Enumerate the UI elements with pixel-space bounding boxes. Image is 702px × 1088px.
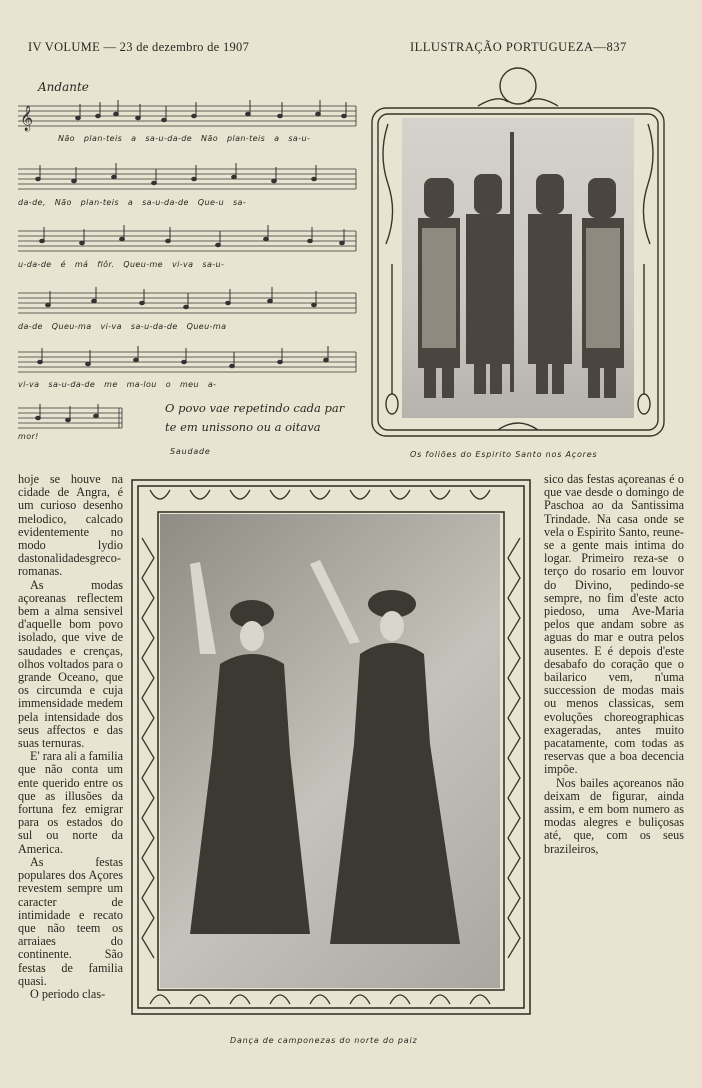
danca-figures [160,514,500,988]
photo-folioes [402,118,634,418]
lyric-line-2: da-de, Não plan-teis a sa-u-da-de Que-u sa- [18,198,247,207]
lyric-line-5: vi-va sa-u-da-de me ma-lou o meu a- [18,380,217,389]
running-header-right: ILLUSTRAÇÃO PORTUGUEZA—837 [410,40,627,54]
music-staff-6 [18,404,124,432]
score-note-line-2: te em unissono ou a oitava [165,420,321,434]
photo-danca [160,514,500,988]
left-column [18,473,123,1001]
running-header-left: IV VOLUME — 23 de dezembro de 1907 [28,40,250,54]
music-staff-2 [18,163,358,195]
music-staff-3 [18,225,358,257]
figure-caption-bottom: Dança de camponezas do norte do paiz [230,1036,418,1045]
right-column [544,473,684,856]
music-staff-1 [18,100,358,132]
svg-text:𝄞: 𝄞 [20,105,34,130]
right-paragraph-2: Nos bailes açoreanos não deixam de figurar, ainda assim, e em bom numero as modas alegres e buliçosas até, que, com os seus brazileiros, [544,775,684,856]
lyric-line-1: Não plan-teis a sa-u-da-de Não plan-teis a sa-u- [58,134,311,143]
right-paragraph-1: sico das festas açoreanas é o que vae desde o domingo de Paschoa ao da Santissima Trindade. Na casa onde se vela o Espirito Santo, reune-se a gente mais intima do logar. Primeiro reza-se o terço do rosario em louvor do Divino, pedindo-se sempre, no fim d'este acto piedoso, uma Ave-Maria pelos que andam sobre as aguas do mar e outra pelos ausentes. E é depois d'este desabafo do coração que o bailarico vem, n'uma succession de modas mais ou menos classicas, sem evoluções choreographicas exageradas, antes muito pacatamente, com todas as reservas que a boa decencia impõe. [544,472,684,777]
left-paragraph-1: hoje se houve na cidade de Angra, é um curioso desenho melodico, calcado evidentemente no modo lydio dastonalidadesgreco-romanas. [18,472,123,579]
lyric-line-4: da-de Queu-ma vi-va sa-u-da-de Queu-ma [18,322,227,331]
figure-caption-top: Os foliões do Espirito Santo nos Açores [410,450,598,459]
left-paragraph-4: As festas populares dos Açores revestem sempre um caracter de intimidade e recato que não teem os arraiaes do continente. São festas de familia quasi. [18,854,123,988]
folioes-figures [402,118,634,418]
score-caption: Saudade [170,447,211,456]
lyric-line-3: u-da-de é má flôr. Queu-me vi-va sa-u- [18,260,225,269]
music-staff-5 [18,346,358,378]
left-paragraph-5: O periodo clas- [30,986,106,1001]
lyric-line-6: mor! [18,432,39,441]
left-paragraph-3: E' rara ali a familia que não conta um ente querido entre os que as illusões da fortuna fez emigrar para os estados do sul ou norte da America. [18,749,123,856]
tempo-marking: Andante [38,80,89,94]
score-note-line-1: O povo vae repetindo cada par [165,401,345,415]
music-staff-4 [18,287,358,319]
left-paragraph-2: As modas açoreanas reflectem bem a alma sensivel d'aquelle bom povo isolado, que vive de saudades e crenças, olhos voltados para o grande Oceano, que os circumda e cuja immensidade medem pela intensidade dos seus affectos e das suas ternuras. [18,577,123,751]
